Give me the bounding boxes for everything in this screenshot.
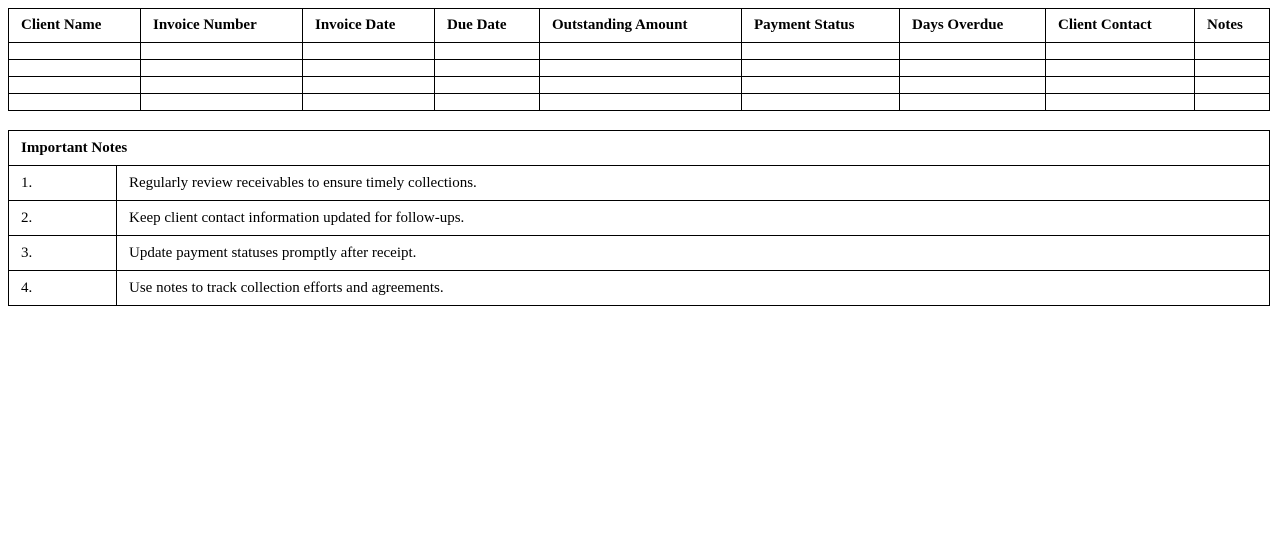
column-header: Invoice Date: [303, 9, 435, 43]
table-cell[interactable]: [1195, 60, 1270, 77]
column-header: Invoice Number: [141, 9, 303, 43]
table-cell[interactable]: [1195, 77, 1270, 94]
column-header: Due Date: [435, 9, 540, 43]
table-cell[interactable]: [900, 94, 1046, 111]
table-row: [9, 94, 1270, 111]
table-cell[interactable]: [303, 94, 435, 111]
table-cell[interactable]: [303, 77, 435, 94]
table-cell[interactable]: [900, 77, 1046, 94]
table-cell[interactable]: [141, 60, 303, 77]
note-number: 2.: [9, 201, 117, 236]
notes-title: Important Notes: [9, 131, 1270, 166]
table-cell[interactable]: [303, 60, 435, 77]
note-row: [9, 236, 1270, 271]
note-text: Regularly review receivables to ensure timely collections.: [117, 166, 1270, 201]
header-row: [9, 9, 1270, 43]
table-cell[interactable]: [141, 77, 303, 94]
column-header: Days Overdue: [900, 9, 1046, 43]
note-text: Keep client contact information updated for follow-ups.: [117, 201, 1270, 236]
table-cell[interactable]: [1195, 94, 1270, 111]
table-row: [9, 43, 1270, 60]
note-number: 3.: [9, 236, 117, 271]
table-cell[interactable]: [540, 77, 742, 94]
table-cell[interactable]: [900, 43, 1046, 60]
table-cell[interactable]: [1046, 60, 1195, 77]
note-row: [9, 271, 1270, 306]
table-cell[interactable]: [9, 43, 141, 60]
table-cell[interactable]: [900, 60, 1046, 77]
table-cell[interactable]: [303, 43, 435, 60]
column-header: Client Contact: [1046, 9, 1195, 43]
note-text: Use notes to track collection efforts and agreements.: [117, 271, 1270, 306]
table-cell[interactable]: [742, 43, 900, 60]
column-header: Notes: [1195, 9, 1270, 43]
table-cell[interactable]: [435, 77, 540, 94]
table-cell[interactable]: [1046, 77, 1195, 94]
table-cell[interactable]: [742, 94, 900, 111]
table-cell[interactable]: [435, 43, 540, 60]
invoice-table: [8, 8, 1270, 111]
table-cell[interactable]: [435, 94, 540, 111]
note-text: Update payment statuses promptly after receipt.: [117, 236, 1270, 271]
note-row: [9, 166, 1270, 201]
table-cell[interactable]: [9, 60, 141, 77]
column-header: Client Name: [9, 9, 141, 43]
note-number: 1.: [9, 166, 117, 201]
table-cell[interactable]: [141, 43, 303, 60]
note-number: 4.: [9, 271, 117, 306]
table-cell[interactable]: [742, 77, 900, 94]
table-cell[interactable]: [9, 77, 141, 94]
column-header: Outstanding Amount: [540, 9, 742, 43]
table-cell[interactable]: [1195, 43, 1270, 60]
note-row: [9, 201, 1270, 236]
table-cell[interactable]: [435, 60, 540, 77]
table-cell[interactable]: [141, 94, 303, 111]
table-cell[interactable]: [1046, 43, 1195, 60]
table-row: [9, 60, 1270, 77]
table-cell[interactable]: [540, 43, 742, 60]
important-notes-table: [8, 130, 1270, 306]
table-cell[interactable]: [742, 60, 900, 77]
table-cell[interactable]: [540, 60, 742, 77]
table-cell[interactable]: [540, 94, 742, 111]
table-row: [9, 77, 1270, 94]
table-cell[interactable]: [1046, 94, 1195, 111]
column-header: Payment Status: [742, 9, 900, 43]
table-cell[interactable]: [9, 94, 141, 111]
